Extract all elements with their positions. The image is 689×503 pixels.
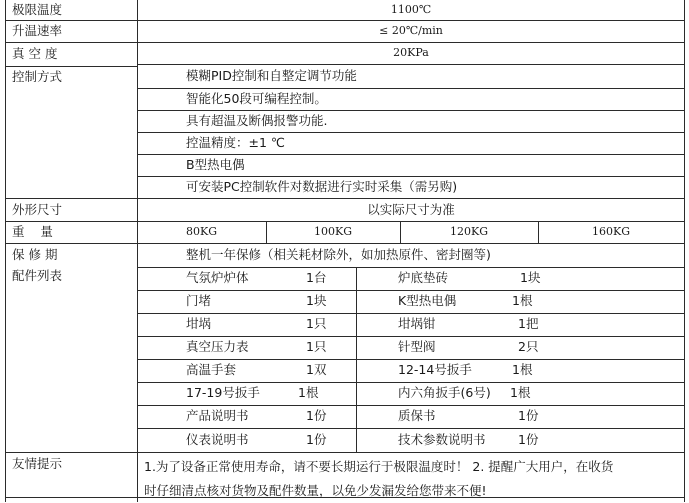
max-temp-value: 1100℃ (390, 3, 432, 16)
table-border-right (684, 0, 685, 502)
part-qty: 1块 (520, 270, 541, 285)
part-qty: 1块 (306, 293, 327, 308)
row-line (137, 64, 685, 65)
size-label: 外形尺寸 (12, 202, 63, 217)
control-line: B型热电偶 (186, 157, 245, 172)
part-name: 坩埚钳 (398, 316, 436, 331)
size-value: 以实际尺寸为准 (367, 202, 455, 217)
part-qty: 1份 (518, 408, 539, 423)
part-name: 针型阀 (398, 339, 436, 354)
part-name: 门堵 (186, 293, 212, 308)
control-label: 控制方式 (12, 69, 63, 84)
part-name: 炉底垫砖 (398, 270, 449, 285)
control-line: 可安装PC控制软件对数据进行实时采集（需另购) (186, 179, 458, 194)
row-line (137, 428, 685, 429)
parts-label: 配件列表 (12, 268, 63, 283)
warranty-label: 保 修 期 (12, 247, 58, 262)
weight-value: 100KG (313, 225, 352, 238)
part-qty: 2只 (518, 339, 539, 354)
part-name: 气氛炉炉体 (186, 270, 249, 285)
max-temp-label: 极限温度 (12, 2, 63, 17)
part-qty: 1份 (306, 408, 327, 423)
part-name: 高温手套 (186, 362, 237, 377)
vacuum-value: 20KPa (393, 46, 429, 59)
row-line (5, 198, 685, 199)
part-name: 真空压力表 (186, 339, 249, 354)
ramp-rate-value: ≤ 20℃/min (379, 24, 443, 37)
control-line: 智能化50段可编程控制。 (186, 91, 327, 106)
vacuum-label: 真 空 度 (12, 46, 58, 61)
part-qty: 1根 (512, 293, 533, 308)
weight-value: 160KG (591, 225, 630, 238)
control-line: 模糊PID控制和自整定调节功能 (186, 68, 357, 83)
part-name: 技术参数说明书 (398, 432, 486, 447)
part-qty: 1只 (306, 316, 327, 331)
part-name: 产品说明书 (186, 408, 249, 423)
part-qty: 1台 (306, 270, 327, 285)
part-name: K型热电偶 (398, 293, 457, 308)
part-qty: 1把 (518, 316, 539, 331)
part-name: 内六角扳手(6号) (398, 385, 491, 400)
part-qty: 1根 (510, 385, 531, 400)
row-line (5, 243, 685, 244)
tips-value: 1.为了设备正常使用寿命，请不要长期运行于极限温度时！ 2. 提醒广大用户，在收货时仔细清点核对货物及配件数量，以免少发漏发给您带来不便! (144, 459, 614, 498)
part-qty: 1只 (306, 339, 327, 354)
part-qty: 1双 (306, 362, 327, 377)
part-qty: 1根 (512, 362, 533, 377)
part-name: 17-19号扳手 (186, 385, 260, 400)
row-line (5, 452, 685, 453)
part-name: 仪表说明书 (186, 432, 249, 447)
control-line: 控温精度：±1 ℃ (186, 135, 285, 150)
table-border-left (5, 0, 6, 502)
part-name: 质保书 (398, 408, 436, 423)
weight-label: 重 量 (12, 224, 53, 239)
part-qty: 1份 (518, 432, 539, 447)
tips-label: 友情提示 (12, 456, 63, 471)
part-qty: 1根 (298, 385, 319, 400)
label-column-divider (137, 0, 138, 502)
part-qty: 1份 (306, 432, 327, 447)
control-line: 具有超温及断偶报警功能. (186, 113, 328, 128)
weight-value: 80KG (185, 225, 217, 238)
part-name: 坩埚 (186, 316, 212, 331)
ramp-rate-label: 升温速率 (12, 23, 63, 38)
weight-value: 120KG (449, 225, 488, 238)
warranty-value: 整机一年保修（相关耗材除外，如加热原件、密封圈等) (186, 247, 491, 262)
part-name: 12-14号扳手 (398, 362, 472, 377)
